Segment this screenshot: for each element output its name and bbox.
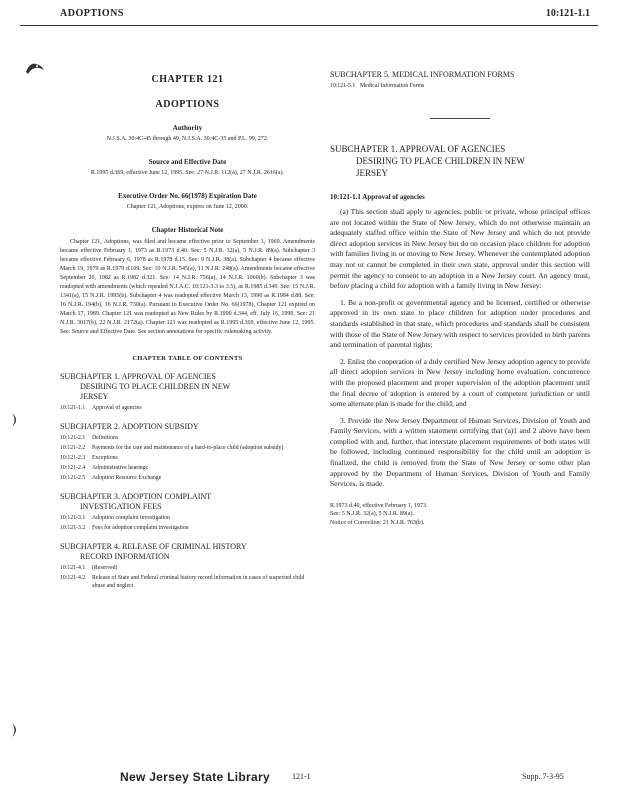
authority-heading: Authority	[172, 124, 203, 132]
section-heading: 10:121-1.1 Approval of agencies	[330, 193, 425, 201]
header-section: 10:121-1.1	[545, 8, 590, 19]
toc-item: 10:121-2.5 Adoption Resource Exchange	[60, 475, 162, 481]
paragraph-a: (a) This section shall apply to agencies, public or private, whose principal offices are not located within the State of New Jersey, which do not otherwise maintain an adequately staffed office within the State of New Jersey and which do not provide direct adoption services in New Jersey but do on occasion place children for adoption with families living in or moving to New Jersey. Whenever the contemplated adoption may not or cannot be completed in their own state, approval under this section will permit the agency to consent to an adoption in a New Jersey court. An agency must, before placing a child for adoption with a family living in New Jersey:	[330, 207, 590, 291]
toc-item: 10:121-2.2 Payments for the care and maintenance of a hard-to-place child (adoption subsidy)	[60, 445, 284, 451]
toc-subchapter-3: SUBCHAPTER 3. ADOPTION COMPLAINT INVESTIGATION FEES	[60, 492, 212, 511]
chapter-name: ADOPTIONS	[155, 99, 220, 110]
toc-subchapter-5: SUBCHAPTER 5. MEDICAL INFORMATION FORMS	[330, 70, 515, 79]
toc-item: 10:121-3.1 Adoption complaint investigation	[60, 515, 170, 521]
toc-item: 10:121-2.3 Exceptions	[60, 455, 118, 461]
right-column	[330, 70, 590, 527]
paragraph-3: 3. Provide the New Jersey Department of Human Services, Division of Youth and Family Services, with a written statement certifying that (a)1 and 2 above have been complied with and, further, that interstate placement requirements of both states will be followed, including continued responsibility for the child until an adoption is finalized, the child is removed from the State of New Jersey or some other plan approved by the Department of Human Services, Division of Youth and Family Services, is made.	[330, 415, 590, 489]
left-column	[60, 70, 315, 590]
divider	[430, 118, 490, 119]
source-heading: Source and Effective Date	[148, 158, 227, 166]
supplement-date: Supp. 7-3-95	[522, 772, 564, 781]
running-header	[20, 6, 598, 26]
toc-item: 10:121-3.2 Fees for adoption complaint investigation	[60, 525, 189, 531]
historical-note-text: Chapter 121, Adoptions, was filed and became effective prior to September 1, 1969. Amendments became effective February 1, 1973 as R.1973 d.40. See: 5 N.J.R. 32(a), 5 N.J.R. 89(a). Subchapter 3 became effective February 6, 1978 as R.1978 d.15. See: 9 N.J.R. 38(a). Subchapter 4 became effective March 19, 1979 as R.1979 d.109. See: 10 N.J.R. 545(a), 11 N.J.R. 248(a). Amendments became effective September 20, 1982 as R.1982 d.321. See: 14 N.J.R. 756(a), 14 N.J.R. 1060(b). Subchapter 3 was readopted with amendments (which repealed N.J.A.C. 10:121-3.3 to 3.5), as R.1985 d.349. See: 15 N.J.R. 1341(a), 15 N.J.R. 1995(b). Subchapter 4 was readopted effective March 13, 1990 as R.1984 d.88. See: 16 N.J.R. 194(b), 16 N.J.R. 730(a). Pursuant to Executive Order No. 66(1978), Chapter 121 expired on March 17, 1989. Chapter 121 was readopted as New Rules by R.1990 d.344, eff. July 16, 1990. See: 21 N.J.R. 3017(b), 22 N.J.R. 2172(a). Chapter 121 was readopted as R.1995 d.369, effective June 12, 1995. See: Source and Effective Date. See section annotations for specific rulemaking activity.	[60, 239, 315, 335]
page-number: 121-1	[292, 772, 311, 781]
header-title: ADOPTIONS	[60, 8, 124, 19]
toc-subchapter-4: SUBCHAPTER 4. RELEASE OF CRIMINAL HISTORY RECORD INFORMATION	[60, 542, 247, 561]
toc-item: 10:121-4.2 Release of State and Federal criminal history record information in cases of suspected child abuse and neglect	[60, 575, 305, 589]
bird-logo-icon	[24, 60, 46, 78]
library-stamp: New Jersey State Library	[120, 770, 270, 784]
authority-text: N.J.S.A. 30:4C-45 through 49, N.J.S.A. 30:4C-35 and P.L. 99, 272.	[106, 136, 269, 142]
source-text: R.1995 d.369, effective June 12, 1995. See: 27 N.J.R. 112(a), 27 N.J.R. 2616(a).	[90, 170, 285, 176]
executive-order-text: Chapter 121, Adoptions, expires on June 12, 2000.	[126, 204, 249, 210]
paragraph-2: 2. Enlist the cooperation of a duly certified New Jersey adoption agency to provide all direct adoption services in New Jersey including home evaluation, concurrence with the proposed placement and proper supervision of the adoption placement until the final decree of adoption is entered by a court of competent jurisdiction or until some alternate plan is made for the child; and	[330, 356, 590, 409]
chapter-number: CHAPTER 121	[151, 74, 224, 85]
toc-item: 10:121-4.1 (Reserved)	[60, 565, 118, 571]
toc-heading: CHAPTER TABLE OF CONTENTS	[132, 355, 243, 362]
subchapter-1-heading: SUBCHAPTER 1. APPROVAL OF AGENCIES DESIRING TO PLACE CHILDREN IN NEW JERSEY	[330, 144, 525, 178]
section-history: R.1973 d.40, effective February 1, 1973. See: 5 N.J.R. 32(a), 5 N.J.R. 89(a). Notice of Correction: 21 N.J.R. 763(b).	[330, 502, 428, 526]
toc-item: 10:121-2.1 Definitions	[60, 435, 119, 441]
toc-item: 10:121-2.4 Administrative hearings	[60, 465, 148, 471]
historical-note-heading: Chapter Historical Note	[151, 226, 224, 234]
executive-order-heading: Executive Order No. 66(1978) Expiration Date	[118, 192, 257, 200]
punch-hole-icon	[10, 722, 22, 738]
punch-hole-icon	[10, 412, 22, 428]
toc-subchapter-1: SUBCHAPTER 1. APPROVAL OF AGENCIES DESIRING TO PLACE CHILDREN IN NEW JERSEY	[60, 372, 231, 401]
paragraph-1: 1. Be a non-profit or governmental agency and be licensed, certified or otherwise approved in its own state to place children for adoption under procedures and standards established in that state, which procedures and standards shall be consistent with those of the State of New Jersey with respect to services provided to birth parents and termination of parental rights;	[330, 297, 590, 350]
toc-item: 10:121-1.1 Approval of agencies	[60, 405, 142, 411]
toc-subchapter-2: SUBCHAPTER 2. ADOPTION SUBSIDY	[60, 422, 199, 431]
toc-item: 10:121-5.1 Medical Information Forms	[330, 83, 425, 89]
